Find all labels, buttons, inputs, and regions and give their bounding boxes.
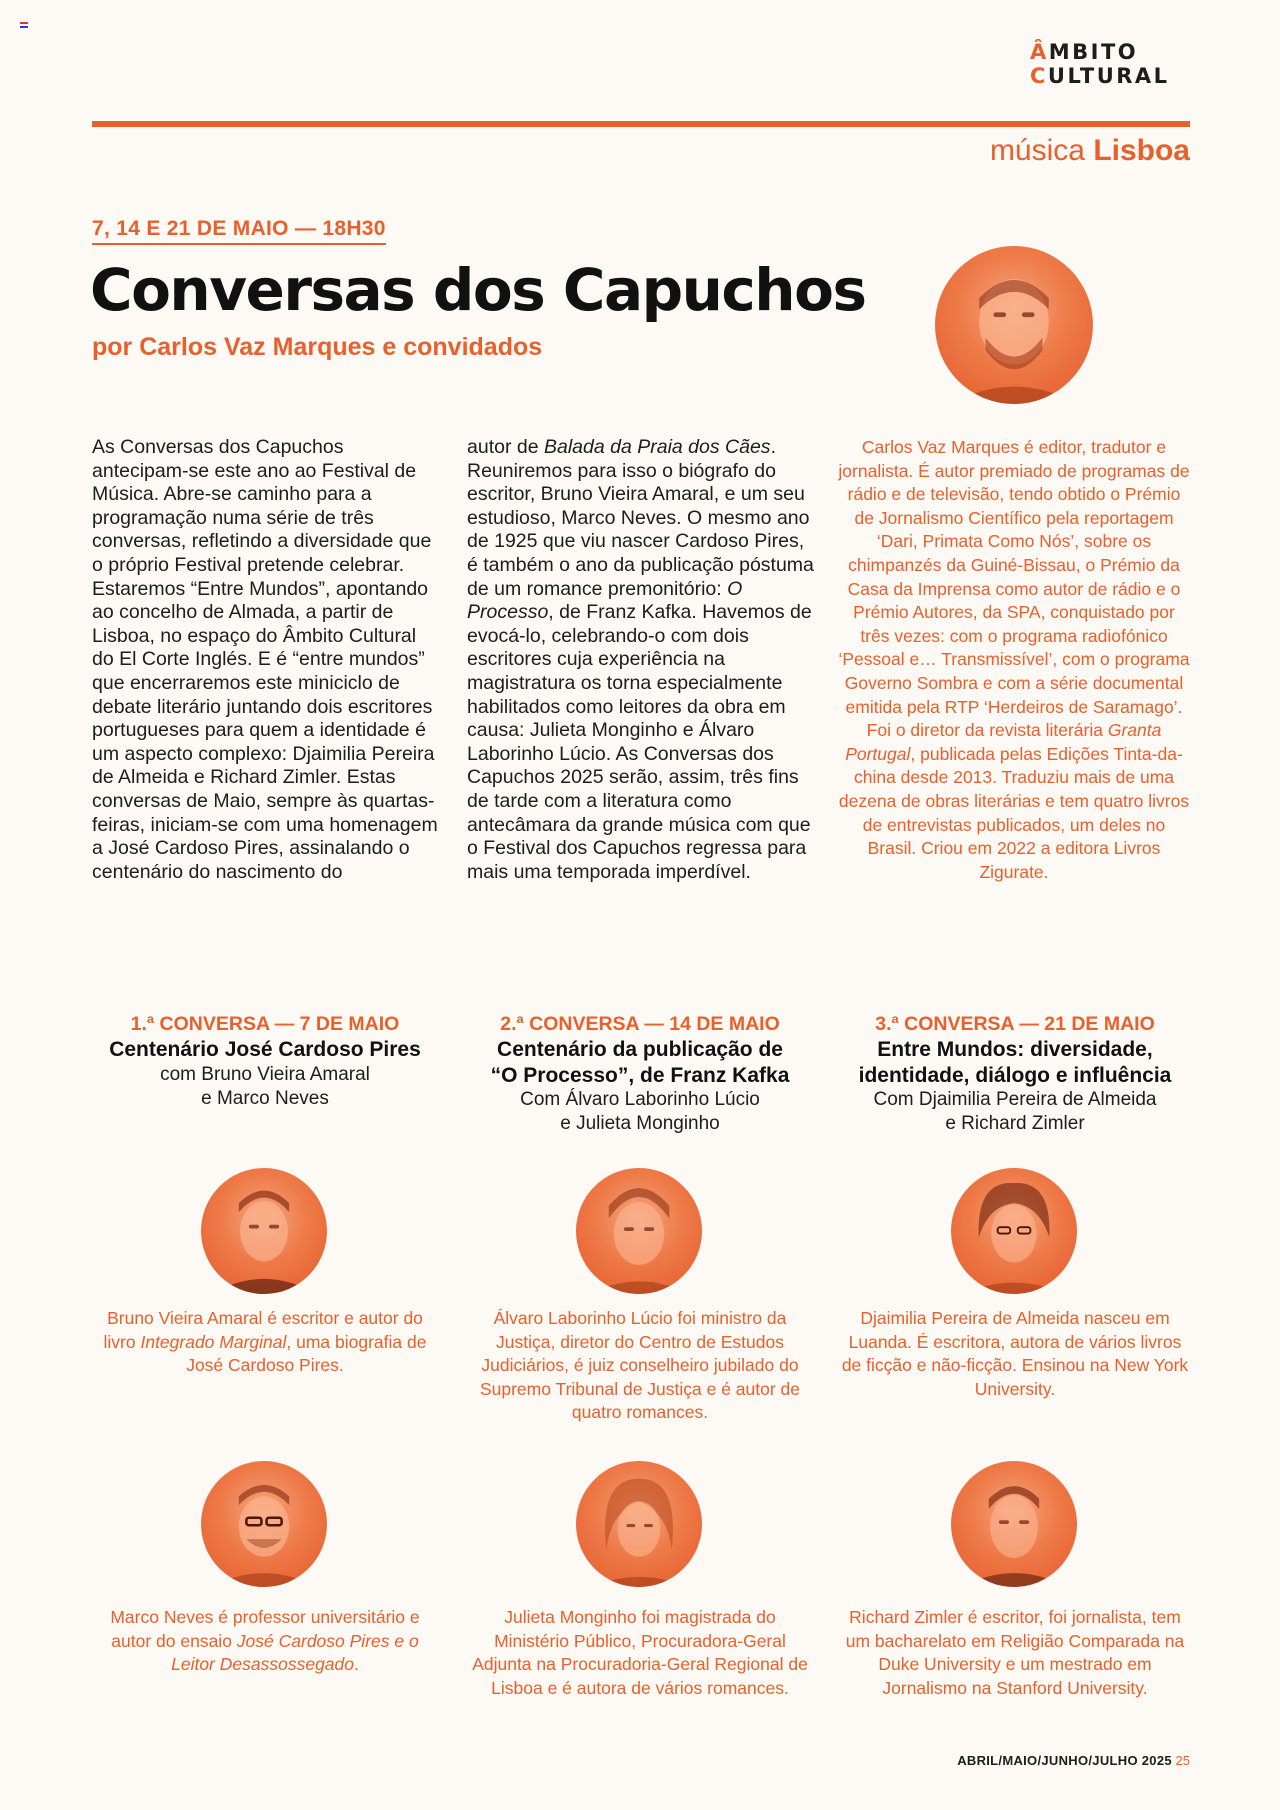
page-footer [957,1753,1190,1768]
conversation-number: 2.ª CONVERSA — 14 DE MAIO [500,1013,780,1035]
guest-portrait-marco-neves [201,1461,327,1587]
conversation-guests: e Richard Zimler [945,1113,1085,1134]
page-number: 25 [1175,1753,1190,1768]
conversation-title: Centenário da publicação de [497,1038,783,1061]
guest-portrait-bruno-vieira-amaral [201,1168,327,1294]
conversation-title: “O Processo”, de Franz Kafka [490,1063,790,1087]
conversation-title: Centenário José Cardoso Pires [109,1038,421,1061]
issue-label: ABRIL/MAIO/JUNHO/JULHO 2025 [957,1753,1172,1768]
guest-bio-alvaro-laborinho-lucio: Álvaro Laborinho Lúcio foi ministro da Justiça, diretor do Centro de Estudos Judiciários, é juiz conselheiro jubilado do Supremo Tribunal de Justiça e é autor de quatro romances. [479,1308,801,1423]
host-portrait-image [935,246,1093,404]
guest-portrait-richard-zimler [951,1461,1077,1587]
section-category: música [989,134,1085,167]
ambito-cultural-logo: ÂMBITO CULTURAL [1030,40,1170,88]
guest-portrait-alvaro-laborinho-lucio [576,1168,702,1294]
conversation-guests: Com Álvaro Laborinho Lúcio [520,1089,760,1110]
conversation-1-heading [80,1012,450,1111]
intro-column-1: As Conversas dos Capuchos antecipam-se este ano ao Festival de Música. Abre-se caminho para a programação numa série de três conversas, refletindo a diversidade que o próprio Festival pretende celebrar. Estaremos “Entre Mundos”, apontando ao concelho de Almada, a partir de Lisboa, no espaço do Âmbito Cultural do El Corte Inglés. E é “entre mundos” que encerraremos este miniciclo de debate literário juntando dois escritores portugueses para quem a identidade é um aspecto complexo: Djaimilia Pereira de Almeida e Richard Zimler. Estas conversas de Maio, sempre às quartas-feiras, iniciam-se com uma homenagem a José Cardoso Pires, assinalando o centenário do nascimento do [92,436,438,883]
host-portrait [935,246,1093,404]
conversation-guests: e Julieta Monginho [560,1113,720,1134]
header-rule [92,121,1190,127]
intro-column-2: autor de Balada da Praia dos Cães. Reuniremos para isso o biógrafo do escritor, Bruno Vieira Amaral, e um seu estudioso, Marco Neves. O mesmo ano de 1925 que viu nascer Cardoso Pires, é também o ano da publicação póstuma de um romance premonitório: O Processo, de Franz Kafka. Havemos de evocá-lo, celebrando-o com dois escritores cuja experiência na magistratura os torna especialmente habilitados como leitores da obra em causa: Julieta Monginho e Álvaro Laborinho Lúcio. As Conversas dos Capuchos 2025 serão, assim, três fins de tarde com a literatura como antecâmara da grande música com que o Festival dos Capuchos regressa para mais uma temporada imperdível. [467,436,814,883]
conversation-number: 1.ª CONVERSA — 7 DE MAIO [130,1013,400,1035]
guest-bio-julieta-monginho: Julieta Monginho foi magistrada do Ministério Público, Procuradora-Geral Adjunta na Procuradoria-Geral Regional de Lisboa e é autora de vários romances. [472,1607,808,1698]
section-city: Lisboa [1093,134,1190,167]
guest-bio-bruno-vieira-amaral: Bruno Vieira Amaral é escritor e autor do livro Integrado Marginal, uma biografia de José Cardoso Pires. [103,1308,427,1376]
conversation-title: Entre Mundos: diversidade, [877,1038,1153,1061]
host-bio: Carlos Vaz Marques é editor, tradutor e jornalista. É autor premiado de programas de rádio e de televisão, tendo obtido o Prémio de Jornalismo Científico pela reportagem ‘Dari, Primata Como Nós’, sobre os chimpanzés da Guiné-Bissau, o Prémio da Casa da Imprensa como autor de rádio e o Prémio Autores, da SPA, conquistado por três vezes: com o programa radiofónico ‘Pessoal e… Transmissível’, com o programa Governo Sombra e com a série documental emitida pela RTP ‘Herdeiros de Saramago’. Foi o diretor da revista literária Granta Portugal, publicada pelas Edições Tinta-da-china desde 2013. Traduziu mais de uma dezena de obras literárias e tem quatro livros de entrevistas publicados, um deles no Brasil. Criou em 2022 a editora Livros Zigurate. [838,437,1190,882]
event-subtitle: por Carlos Vaz Marques e convidados [92,333,543,361]
conversation-title: identidade, diálogo e influência [858,1063,1172,1087]
guest-bio-djaimilia-pereira-de-almeida: Djaimilia Pereira de Almeida nasceu em Luanda. É escritora, autora de vários livros de ficção e não-ficção. Ensinou na New York University. [841,1308,1189,1399]
event-title: Conversas dos Capuchos [90,256,866,324]
event-dates: 7, 14 E 21 DE MAIO — 18H30 [92,217,386,245]
conversation-guests: com Bruno Vieira Amaral [160,1063,370,1085]
corner-marker [20,22,28,28]
guest-bio-richard-zimler: Richard Zimler é escritor, foi jornalista, tem um bacharelato em Religião Comparada na Duke University e um mestrado em Jornalismo na Stanford University. [845,1607,1185,1698]
guest-portrait-julieta-monginho [576,1461,702,1587]
conversation-number: 3.ª CONVERSA — 21 DE MAIO [875,1013,1155,1035]
conversation-3-heading [830,1012,1200,1136]
conversation-2-heading [455,1012,825,1136]
section-label [990,134,1190,168]
guest-portrait-djaimilia-pereira-de-almeida [951,1168,1077,1294]
conversation-guests: e Marco Neves [201,1087,329,1109]
conversation-guests: Com Djaimilia Pereira de Almeida [873,1089,1157,1110]
guest-bio-marco-neves: Marco Neves é professor universitário e autor do ensaio José Cardoso Pires e o Leitor Desassossegado. [110,1607,420,1675]
